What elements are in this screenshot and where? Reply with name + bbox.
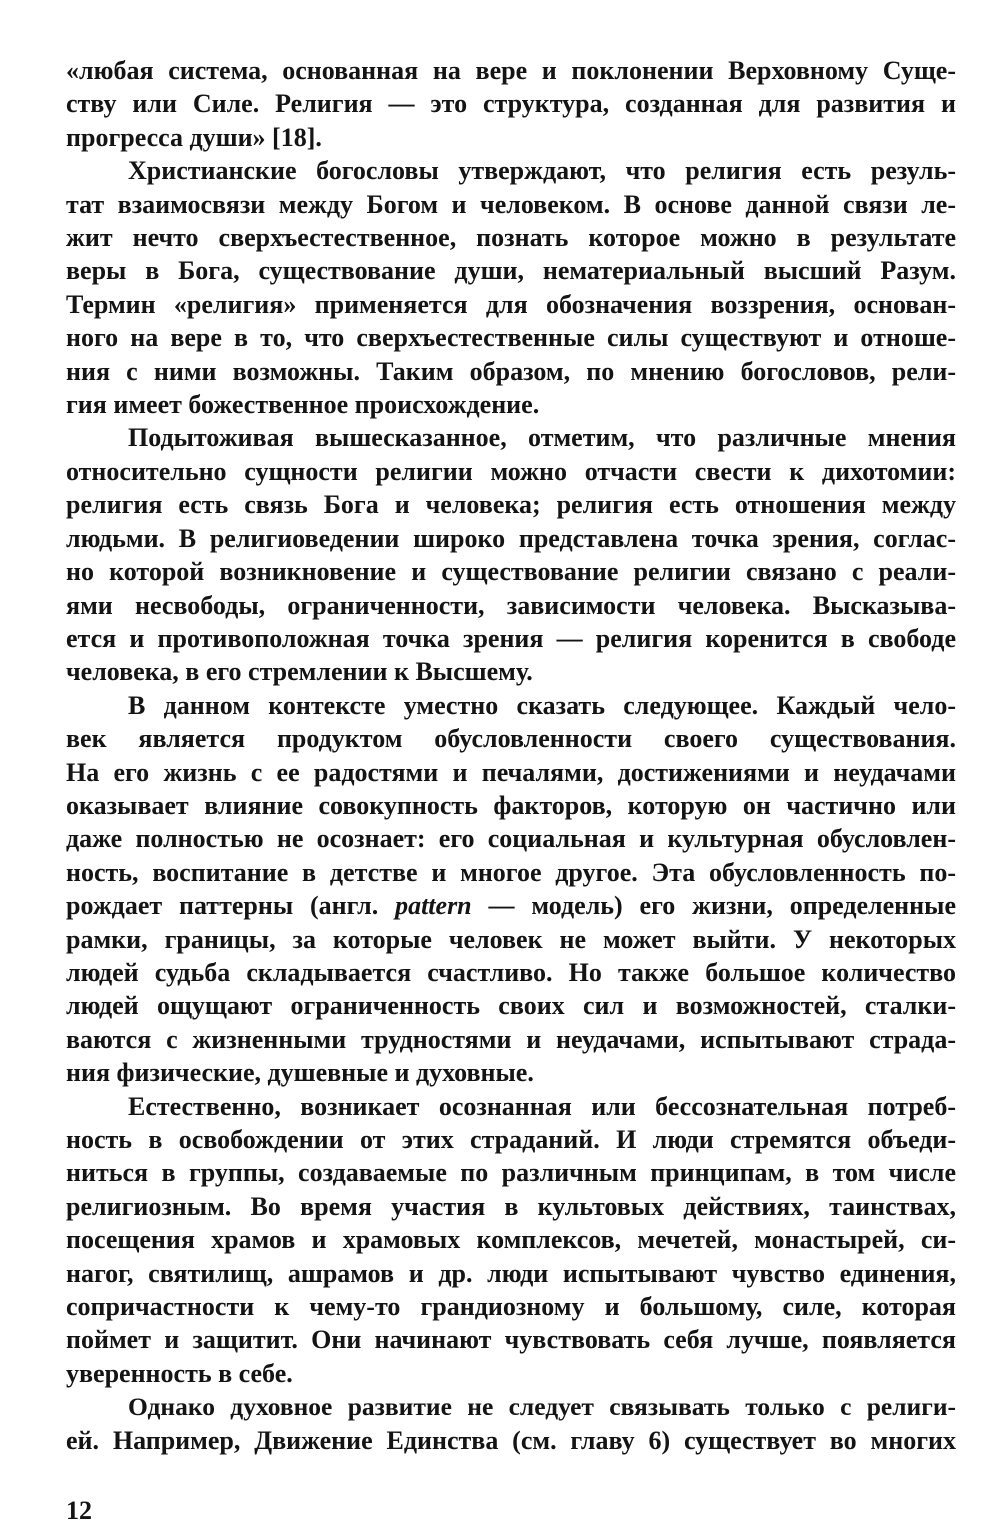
text-line: религиозным. Во время участия в культовых действиях, таинствах, (66, 1191, 956, 1221)
paragraph (66, 689, 956, 1090)
text-line: ей. Например, Движение Единства (см. главу 6) существует во многих (66, 1425, 956, 1455)
text-line: нагог, святилищ, ашрамов и др. люди испытывают чувство единения, (66, 1258, 956, 1288)
text-line: прогресса души» [18]. (66, 122, 322, 152)
paragraph (66, 1390, 956, 1457)
text-line: рождает паттерны (англ. pattern — модель) его жизни, определенные (66, 891, 956, 921)
paragraph (66, 54, 956, 154)
italic-term: pattern (395, 891, 472, 921)
text-line: людей судьба складывается счастливо. Но также большое количество (66, 957, 956, 987)
text-line: ния физические, душевные и духовные. (66, 1058, 534, 1088)
text-line: ется и противоположная точка зрения — религия коренится в свободе (66, 623, 956, 653)
text-line: рамки, границы, за которые человек не может выйти. У некоторых (66, 924, 956, 954)
text-line: поймет и защитит. Они начинают чувствовать себя лучше, появляется (66, 1325, 956, 1355)
text-line: ность в освобождении от этих страданий. И люди стремятся объеди- (66, 1125, 956, 1154)
text-line: даже полностью не осознает: его социальная и культурная обусловлен- (66, 824, 956, 854)
text-line: На его жизнь с ее радостями и печалями, достижениями и неудачами (66, 757, 956, 787)
text-line: ниться в группы, создаваемые по различным принципам, в том числе (66, 1158, 956, 1188)
paragraph (66, 421, 956, 688)
page-body (66, 54, 956, 1457)
text-line: ваются с жизненными трудностями и неудачами, испытывают страда- (66, 1024, 956, 1054)
text-line: ния с ними возможны. Таким образом, по мнению богословов, рели- (66, 356, 956, 386)
text-line: людей ощущают ограниченность своих сил и возможностей, сталки- (66, 991, 956, 1021)
text-line: гия имеет божественное происхождение. (66, 390, 540, 420)
text-line: тат взаимосвязи между Богом и человеком. В основе данной связи ле- (66, 189, 956, 219)
text-line: «любая система, основанная на вере и поклонении Верховному Суще- (66, 56, 956, 85)
text-line: но которой возникновение и существование религии связано с реали- (66, 557, 956, 587)
text-line: ного на вере в то, что сверхъестественные силы существуют и отноше- (66, 323, 956, 353)
paragraph (66, 154, 956, 421)
text-line: людьми. В религиоведении широко представлена точка зрения, соглас- (66, 523, 956, 553)
text-line: Подытоживая вышесказанное, отметим, что различные мнения (128, 423, 956, 453)
text-line: В данном контексте уместно сказать следующее. Каждый чело- (128, 690, 956, 720)
paragraph (66, 1090, 956, 1391)
text-line: относительно сущности религии можно отчасти свести к дихотомии: (66, 456, 956, 486)
page-number: 12 (66, 1496, 92, 1525)
text-line: человека, в его стремлении к Высшему. (66, 657, 533, 687)
text-line: оказывает влияние совокупность факторов, которую он частично или (66, 790, 956, 820)
text-line: жит нечто сверхъестественное, познать которое можно в результате (66, 223, 956, 253)
text-line: Христианские богословы утверждают, что религия есть резуль- (128, 156, 956, 186)
text-line: ями несвободы, ограниченности, зависимости человека. Высказыва- (66, 590, 956, 620)
text-line: веры в Бога, существование души, нематериальный высший Разум. (66, 256, 956, 286)
text-line: Термин «религия» применяется для обозначения воззрения, основан- (66, 289, 956, 319)
text-line: религия есть связь Бога и человека; религия есть отношения между (66, 490, 956, 520)
text-line: Однако духовное развитие не следует связывать только с религи- (128, 1392, 956, 1422)
text-line: век является продуктом обусловленности своего существования. (66, 724, 956, 754)
text-line: посещения храмов и храмовых комплексов, мечетей, монастырей, си- (66, 1225, 956, 1255)
text-line: ность, воспитание в детстве и многое другое. Эта обусловленность по- (66, 857, 956, 887)
text-line: сопричастности к чему-то грандиозному и большому, силе, которая (66, 1292, 956, 1322)
text-line: Естественно, возникает осознанная или бессознательная потреб- (128, 1091, 956, 1121)
text-line: уверенность в себе. (66, 1358, 293, 1388)
text-line: ству или Силе. Религия — это структура, созданная для развития и (66, 89, 956, 119)
